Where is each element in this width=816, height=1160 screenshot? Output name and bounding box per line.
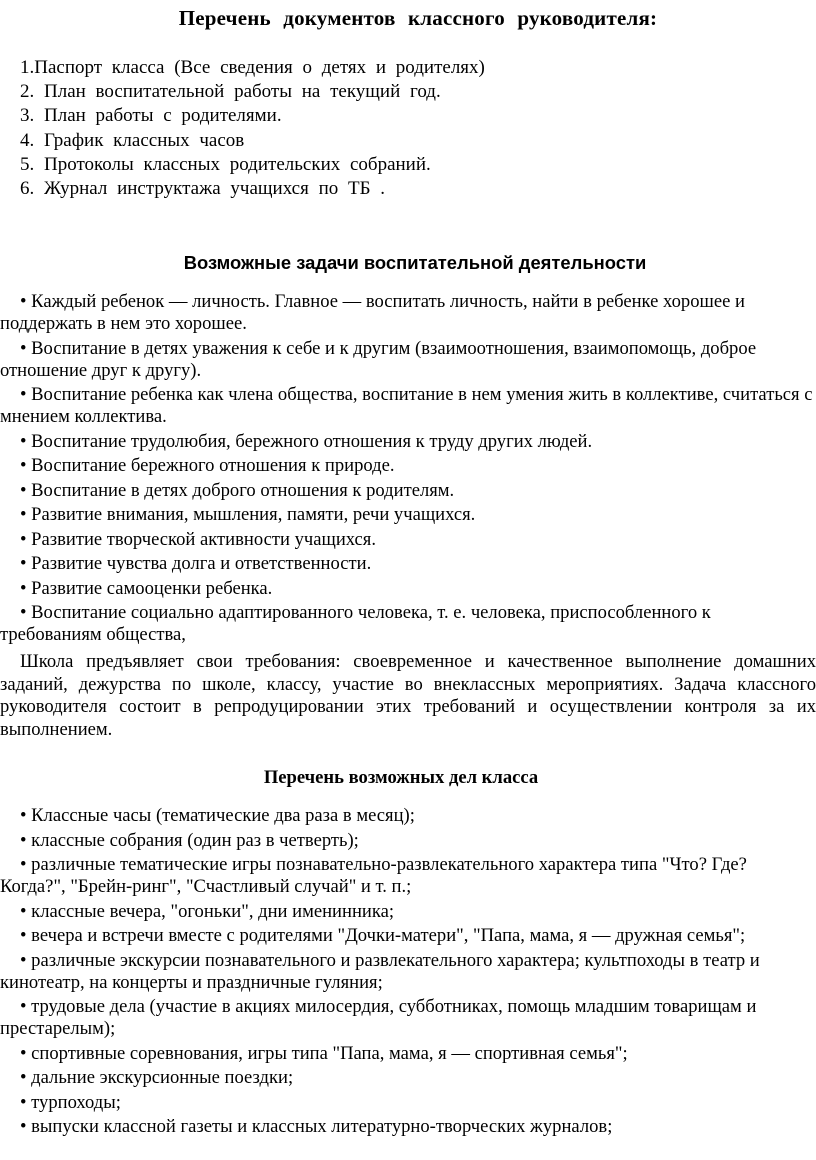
activity-item: • спортивные соревнования, игры типа "Папа, мама, я — спортивная семья"; xyxy=(20,1042,628,1064)
activity-item: • турпоходы; xyxy=(20,1091,121,1113)
task-item: • Воспитание в детях уважения к себе и к другим (взаимоотношения, взаимопомощь, доброе отношение друг к другу). xyxy=(0,337,757,381)
task-item: • Воспитание трудолюбия, бережного отношения к труду других людей. xyxy=(20,430,593,452)
documents-list-item: 3. План работы с родителями. xyxy=(20,105,282,127)
documents-list-item: 5. Протоколы классных родительских собраний. xyxy=(20,153,431,175)
documents-heading: Перечень документов классного руководителя: xyxy=(178,6,658,30)
activity-item: • классные вечера, "огоньки", дни именинника; xyxy=(20,900,395,922)
activity-item: • различные экскурсии познавательного и развлекательного характера; культпоходы в театр и кинотеатр, на концерты и праздничные гуляния; xyxy=(0,949,760,993)
task-item: • Воспитание в детях доброго отношения к родителям. xyxy=(20,479,455,501)
activity-item: • трудовые дела (участие в акциях милосердия, субботниках, помощь младшим товарищам и престарелым); xyxy=(0,996,757,1039)
tasks-heading: Возможные задачи воспитательной деятельности xyxy=(183,252,647,273)
task-item: • Воспитание бережного отношения к природе. xyxy=(20,455,395,476)
school-requirements-paragraph: Школа предъявляет свои требования: своевременное и качественное выполнение домашних заданий, дежурства по школе, классу, участие во внеклассных мероприятиях. Задача классного руководителя состоит в репродуцировании этих требований и осуществлении контроля за их выполнением. xyxy=(0,651,816,740)
task-item: • Развитие творческой активности учащихся. xyxy=(20,528,376,550)
activity-item: • дальние экскурсионные поездки; xyxy=(20,1067,294,1088)
documents-list-item: 1.Паспорт класса (Все сведения о детях и родителях) xyxy=(20,57,485,78)
documents-list xyxy=(20,56,485,201)
task-item: • Воспитание социально адаптированного человека, т. е. человека, приспособленного к требованиям общества, xyxy=(0,602,711,645)
activity-item: • вечера и встречи вместе с родителями "Дочки-матери", "Папа, мама, я — дружная семья"; xyxy=(20,925,746,946)
activities-list xyxy=(0,805,816,1141)
activity-item: • Классные часы (тематические два раза в месяц); xyxy=(20,805,415,826)
tasks-list xyxy=(0,291,816,649)
task-item: • Каждый ребенок — личность. Главное — воспитать личность, найти в ребенке хорошее и поддержать в нем это хорошее. xyxy=(0,291,745,334)
documents-list-item: 2. План воспитательной работы на текущий год. xyxy=(20,81,441,103)
activities-heading: Перечень возможных дел класса xyxy=(263,767,539,788)
activity-item: • классные собрания (один раз в четверть); xyxy=(20,829,359,851)
task-item: • Развитие самооценки ребенка. xyxy=(20,577,273,599)
activity-item: • выпуски классной газеты и классных литературно-творческих журналов; xyxy=(20,1116,613,1137)
documents-list-item: 6. Журнал инструктажа учащихся по ТБ . xyxy=(20,178,386,200)
task-item: • Развитие внимания, мышления, памяти, речи учащихся. xyxy=(20,504,476,525)
task-item: • Развитие чувства долга и ответственности. xyxy=(20,553,372,574)
activity-item: • различные тематические игры познавательно-развлекательного характера типа "Что? Где? Когда?", "Брейн-ринг", "Счастливый случай" и т. п.; xyxy=(0,854,747,897)
documents-list-item: 4. График классных часов xyxy=(20,129,245,151)
task-item: • Воспитание ребенка как члена общества, воспитание в нем умения жить в коллективе, считаться с мнением коллектива. xyxy=(0,384,813,427)
